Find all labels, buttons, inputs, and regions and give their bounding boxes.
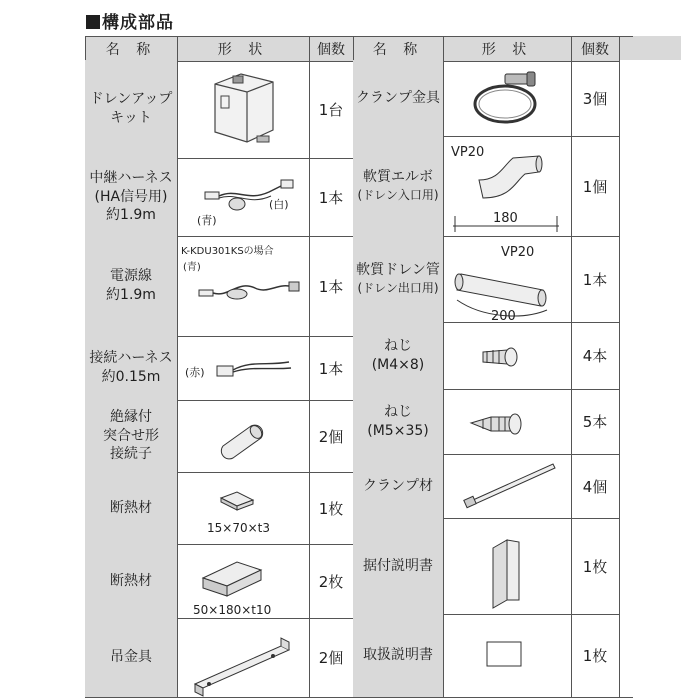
qty-screw-m5: 5本 xyxy=(571,389,619,455)
qty-butt-connector: 2個 xyxy=(309,400,353,473)
part-name-butt-connector: 絶縁付 突合せ形 接続子 xyxy=(85,400,177,473)
header-qty-left: 個数 xyxy=(309,36,353,62)
label-blue-2: (青) xyxy=(183,262,201,273)
label-insulation-size-1: 15×70×t3 xyxy=(207,521,270,535)
qty-power-cord: 1本 xyxy=(309,236,353,337)
part-name-connect-harness: 接続ハーネス 約0.15m xyxy=(85,336,177,401)
qty-soft-elbow: 1個 xyxy=(571,136,619,237)
section-title xyxy=(86,8,174,33)
screw-m4-illustration xyxy=(443,322,571,389)
relay-harness-illustration xyxy=(177,158,309,236)
qty-clamp-material: 4個 xyxy=(571,454,619,519)
label-white: (白) xyxy=(269,198,289,211)
label-model: K-KDU301KSの場合 xyxy=(181,246,274,257)
part-name-hanger: 吊金具 xyxy=(85,618,177,698)
part-name-relay-harness: 中継ハーネス (HA信号用) 約1.9m xyxy=(85,158,177,237)
part-name-power-cord: 電源線 約1.9m xyxy=(85,236,177,337)
qty-drain-up-kit: 1台 xyxy=(309,60,353,159)
soft-drain-pipe-illustration xyxy=(443,236,571,322)
part-name-drain-up-kit: ドレンアップ キット xyxy=(85,60,177,159)
header-qty-right: 個数 xyxy=(571,36,619,62)
qty-insulation-2: 2枚 xyxy=(309,544,353,619)
header-name-left: 名 称 xyxy=(85,36,177,62)
qty-screw-m4: 4本 xyxy=(571,322,619,390)
header-shape-left: 形 状 xyxy=(177,36,309,62)
power-cord-illustration xyxy=(177,236,309,336)
header-shape-right: 形 状 xyxy=(443,36,571,62)
part-name-clamp-fitting: クランプ金具 xyxy=(353,60,443,137)
part-name-soft-elbow: 軟質エルボ (ドレン入口用) xyxy=(353,136,443,237)
drain-up-kit-illustration xyxy=(177,60,309,158)
qty-relay-harness: 1本 xyxy=(309,158,353,237)
part-name-clamp-material: クランプ材 xyxy=(353,454,443,519)
qty-connect-harness: 1本 xyxy=(309,336,353,401)
hanger-illustration xyxy=(177,618,309,697)
butt-connector-illustration xyxy=(177,400,309,472)
label-insulation-size-2: 50×180×t10 xyxy=(193,603,272,617)
parts-table xyxy=(85,36,681,698)
insulation-large-illustration xyxy=(177,544,309,618)
part-name-insulation-1: 断熱材 xyxy=(85,472,177,545)
header-name-right: 名 称 xyxy=(353,36,443,62)
title-text: 構成部品 xyxy=(102,13,174,33)
part-name-insulation-2: 断熱材 xyxy=(85,544,177,619)
install-manual-illustration xyxy=(443,518,571,614)
part-name-install-manual: 据付説明書 xyxy=(353,518,443,615)
label-blue: (青) xyxy=(197,214,217,227)
insulation-small-illustration xyxy=(177,472,309,544)
label-elbow-vp20: VP20 xyxy=(451,145,485,160)
part-name-soft-drain-pipe: 軟質ドレン管 (ドレン出口用) xyxy=(353,236,443,323)
qty-install-manual: 1枚 xyxy=(571,518,619,615)
label-elbow-180: 180 xyxy=(493,211,518,226)
square-bullet-icon xyxy=(86,15,100,29)
part-name-user-manual: 取扱説明書 xyxy=(353,614,443,698)
label-pipe-vp20: VP20 xyxy=(501,245,535,260)
connect-harness-illustration xyxy=(177,336,309,400)
part-name-screw-m5: ねじ (M5×35) xyxy=(353,389,443,455)
qty-hanger: 2個 xyxy=(309,618,353,698)
part-name-screw-m4: ねじ (M4×8) xyxy=(353,322,443,390)
screw-m5-illustration xyxy=(443,389,571,454)
label-red: (赤) xyxy=(185,366,205,379)
clamp-fitting-illustration xyxy=(443,60,571,136)
qty-insulation-1: 1枚 xyxy=(309,472,353,545)
soft-elbow-illustration xyxy=(443,136,571,236)
user-manual-illustration xyxy=(443,614,571,697)
qty-user-manual: 1枚 xyxy=(571,614,619,698)
qty-clamp-fitting: 3個 xyxy=(571,60,619,137)
clamp-material-illustration xyxy=(443,454,571,518)
qty-soft-drain-pipe: 1本 xyxy=(571,236,619,323)
label-pipe-200: 200 xyxy=(491,309,516,322)
